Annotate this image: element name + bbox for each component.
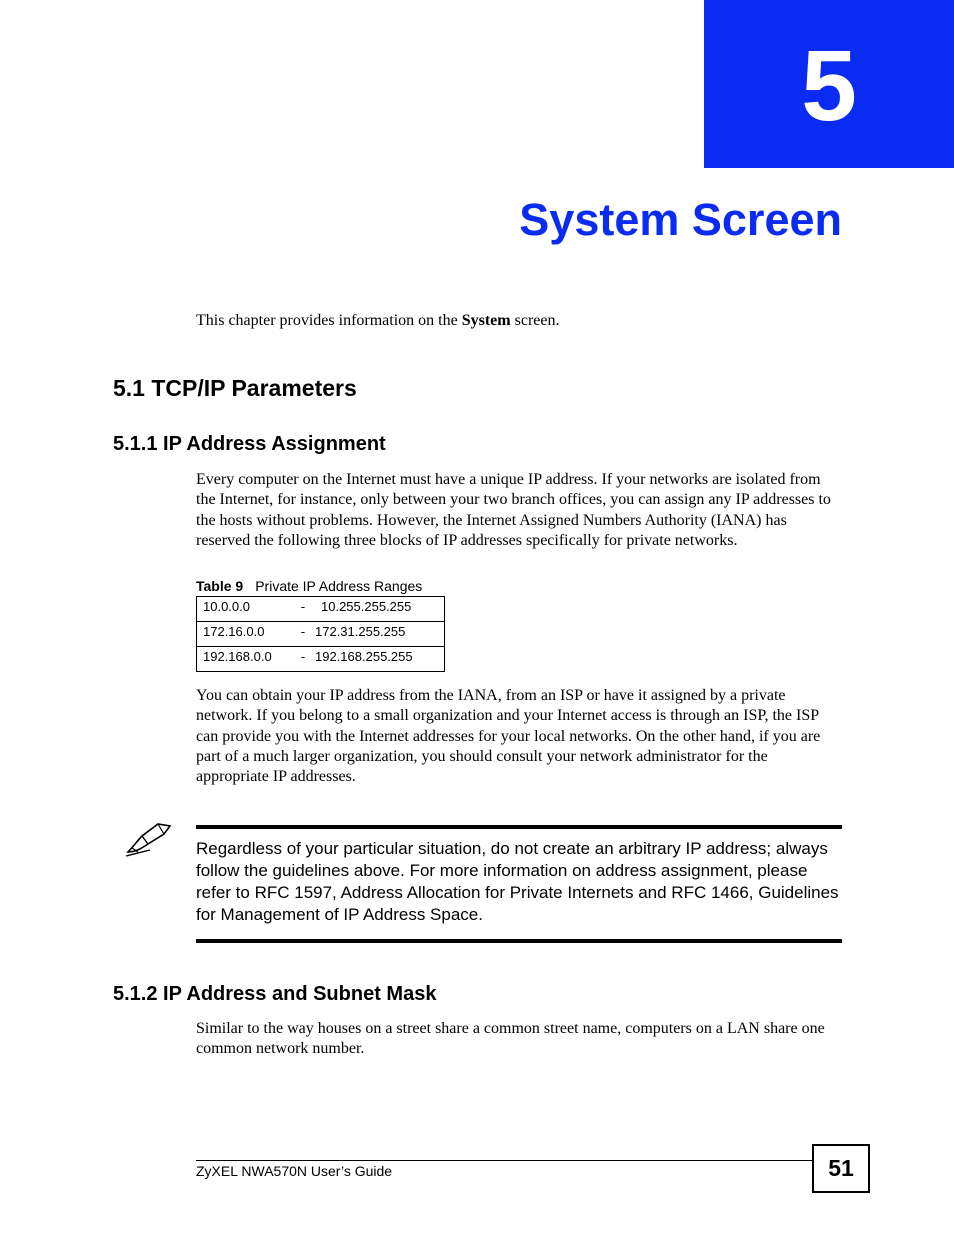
ip-range-start: 172.16.0.0 — [203, 624, 265, 639]
section-heading-5-1-1: 5.1.1 IP Address Assignment — [113, 433, 386, 455]
page-number: 51 — [812, 1144, 870, 1193]
table-row — [197, 622, 445, 647]
table-caption-text: Private IP Address Ranges — [255, 578, 423, 594]
intro-suffix: screen. — [510, 312, 560, 329]
ip-range-end: 10.255.255.255 — [321, 599, 412, 614]
ip-range-dash: - — [300, 649, 306, 664]
ip-range-start: 192.168.0.0 — [203, 649, 272, 664]
intro-bold: System — [461, 312, 511, 329]
section-heading-5-1: 5.1 TCP/IP Parameters — [113, 375, 357, 401]
intro-paragraph — [196, 311, 842, 331]
note-top-rule — [196, 825, 842, 829]
ip-obtain-paragraph: You can obtain your IP address from the IANA, from an ISP or have it assigned by a private network. If you belong to a small organization and your Internet access is through an ISP, the ISP can provide you with the Internet addresses for your local networks. On the other hand, if you are part of a much larger organization, you should consult your network administrator for the appropriate IP addresses. — [196, 687, 821, 786]
note-text: Regardless of your particular situation, do not create an arbitrary IP address; always follow the guidelines above. For more information on address assignment, please refer to RFC 1597, Address Allocation for Private Internets and RFC 1466, Guidelines for Management of IP Address Space. — [196, 839, 839, 924]
subnet-mask-paragraph: Similar to the way houses on a street share a common street name, computers on a LAN share one common network number. — [196, 1020, 825, 1058]
private-ip-table — [196, 596, 445, 672]
chapter-number-box — [704, 0, 954, 168]
table-row — [197, 597, 445, 622]
chapter-title: System Screen — [519, 194, 842, 245]
footer-guide-title: ZyXEL NWA570N User’s Guide — [196, 1163, 393, 1179]
table-caption-label: Table 9 — [196, 578, 244, 594]
section-heading-5-1-2: 5.1.2 IP Address and Subnet Mask — [113, 983, 437, 1005]
note-pencil-icon — [124, 822, 174, 858]
note-bottom-rule — [196, 939, 842, 943]
chapter-number: 5 — [801, 30, 857, 142]
ip-range-start: 10.0.0.0 — [203, 599, 250, 614]
intro-prefix: This chapter provides information on the — [196, 312, 462, 329]
ip-range-end: 192.168.255.255 — [315, 649, 413, 664]
ip-range-dash: - — [300, 599, 306, 614]
ip-range-dash: - — [300, 624, 306, 639]
table-caption — [196, 577, 422, 595]
ip-assignment-paragraph: Every computer on the Internet must have a unique IP address. If your networks are isolated from the Internet, for instance, only between your two branch offices, you can assign any IP addresses to the hosts without problems. However, the Internet Assigned Numbers Authority (IANA) has reserved the following three blocks of IP addresses specifically for private networks. — [196, 471, 831, 549]
ip-range-end: 172.31.255.255 — [315, 624, 406, 639]
table-row — [197, 647, 445, 672]
